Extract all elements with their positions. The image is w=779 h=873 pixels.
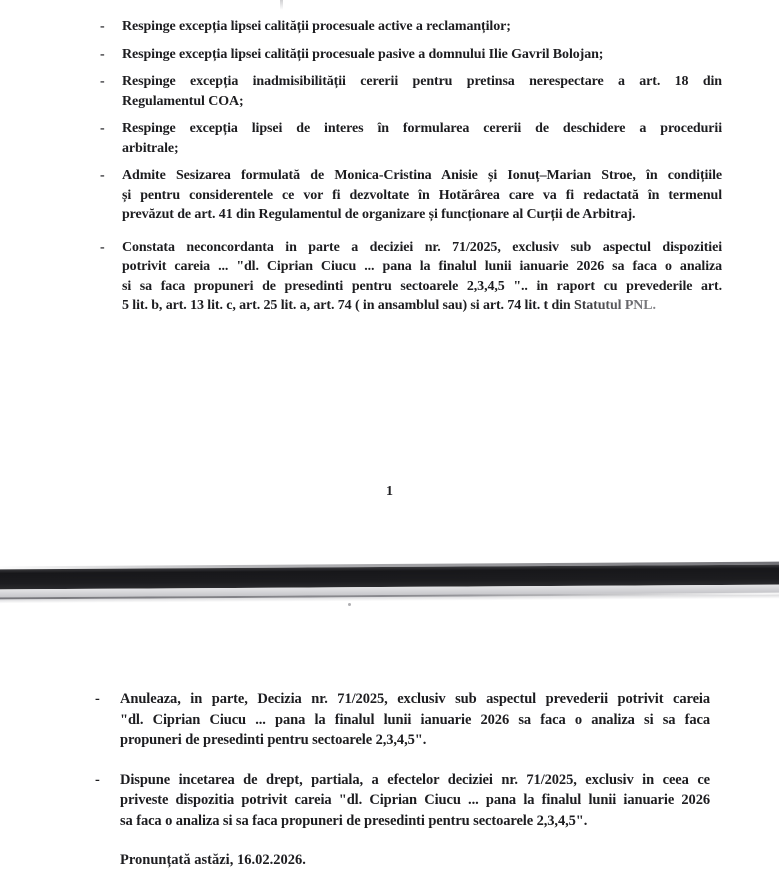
bullet-marker: - — [95, 691, 100, 707]
list-item — [100, 45, 722, 65]
text-line: arbitrale; — [122, 140, 179, 156]
text-line: Respinge excepția lipsei calității procesuale active a reclamanților; — [122, 19, 511, 34]
paragraph — [122, 72, 722, 111]
text-line: prevăzut de art. 41 din Regulamentul de organizare și funcționare al Curții de Arbitraj. — [122, 207, 636, 222]
bullet-marker: - — [100, 46, 105, 62]
separator-band-inner — [0, 562, 779, 604]
text-line: "dl. Ciprian Ciucu ... pana la finalul lunii ianuarie 2026 sa faca o analiza si sa faca — [120, 711, 710, 728]
list-item — [95, 689, 710, 751]
list-item — [100, 166, 722, 225]
bullet-marker: - — [100, 121, 105, 136]
text-line: și pentru considerentele ce vor fi dezvoltate în Hotărârea care va fi redactată în termenul — [122, 187, 722, 203]
text-line: Respinge excepția inadmisibilității cererii pentru pretinsa nerespectare a art. 18 din — [122, 74, 722, 89]
paragraph — [122, 238, 722, 316]
text-line: Regulamentul COA; — [122, 93, 244, 109]
bullet-marker: - — [95, 771, 100, 788]
pronouncement-date-line: Pronunțată astăzi, 16.02.2026. — [120, 852, 306, 868]
paragraph — [122, 17, 722, 37]
paragraph — [120, 770, 710, 832]
text-line: Respinge excepția lipsei calității procesuale pasive a domnului Ilie Gavril Bolojan; — [122, 46, 604, 62]
scan-dot-artifact — [348, 603, 351, 606]
paragraph — [122, 166, 722, 225]
text-line: potrivit careia ... "dl. Ciprian Ciucu ... pana la finalul lunii ianuarie 2026 sa faca o analiza — [122, 259, 722, 274]
text-line: Constata neconcordanta in parte a deciziei nr. 71/2025, exclusiv sub aspectul dispozitiei — [122, 239, 722, 255]
list-item — [100, 17, 722, 37]
bullet-marker: - — [100, 168, 105, 183]
text-line: Dispune incetarea de drept, partiala, a efectelor deciziei nr. 71/2025, exclusiv in ceea ce — [120, 771, 710, 788]
paragraph — [122, 119, 722, 158]
list-item — [95, 770, 710, 832]
page-separator-scan-band — [0, 564, 779, 601]
text-line: Anuleaza, in parte, Decizia nr. 71/2025, exclusiv sub aspectul prevederii potrivit careia — [120, 691, 710, 707]
text-line: propuneri de presedinti pentru sectoarele 2,3,4,5". — [120, 732, 427, 748]
page-1-ruling-list — [100, 17, 722, 324]
page-number: 1 — [386, 484, 393, 499]
text-line: si sa faca propuneri de presedinti pentru sectoarele 2,3,4,5 ".. in raport cu prevederile art. — [122, 278, 722, 294]
paragraph — [122, 45, 722, 65]
text-line: Admite Sesizarea formulată de Monica-Cristina Anisie și Ionuț–Marian Stroe, în condițiile — [122, 168, 722, 183]
list-item — [100, 72, 722, 111]
text-line: 5 lit. b, art. 13 lit. c, art. 25 lit. a, art. 74 ( in ansamblul sau) si art. 74 lit. t din Statutul PNL. — [122, 296, 722, 316]
bullet-marker: - — [100, 74, 105, 89]
text-line: priveste dispozitia potrivit careia "dl. Ciprian Ciucu ... pana la finalul lunii ianuarie 2026 — [120, 792, 710, 808]
list-item — [100, 119, 722, 158]
bullet-marker: - — [100, 239, 105, 255]
paragraph — [120, 689, 710, 751]
list-item — [100, 238, 722, 316]
bullet-marker: - — [100, 19, 105, 34]
scan-smudge-artifact — [280, 0, 283, 10]
page-2-ruling-list — [95, 689, 710, 871]
text-line: sa faca o analiza si sa faca propuneri de presedinti pentru sectoarele 2,3,4,5". — [120, 812, 588, 829]
text-line: Respinge excepția lipsei de interes în formularea cererii de deschidere a procedurii — [122, 121, 722, 136]
